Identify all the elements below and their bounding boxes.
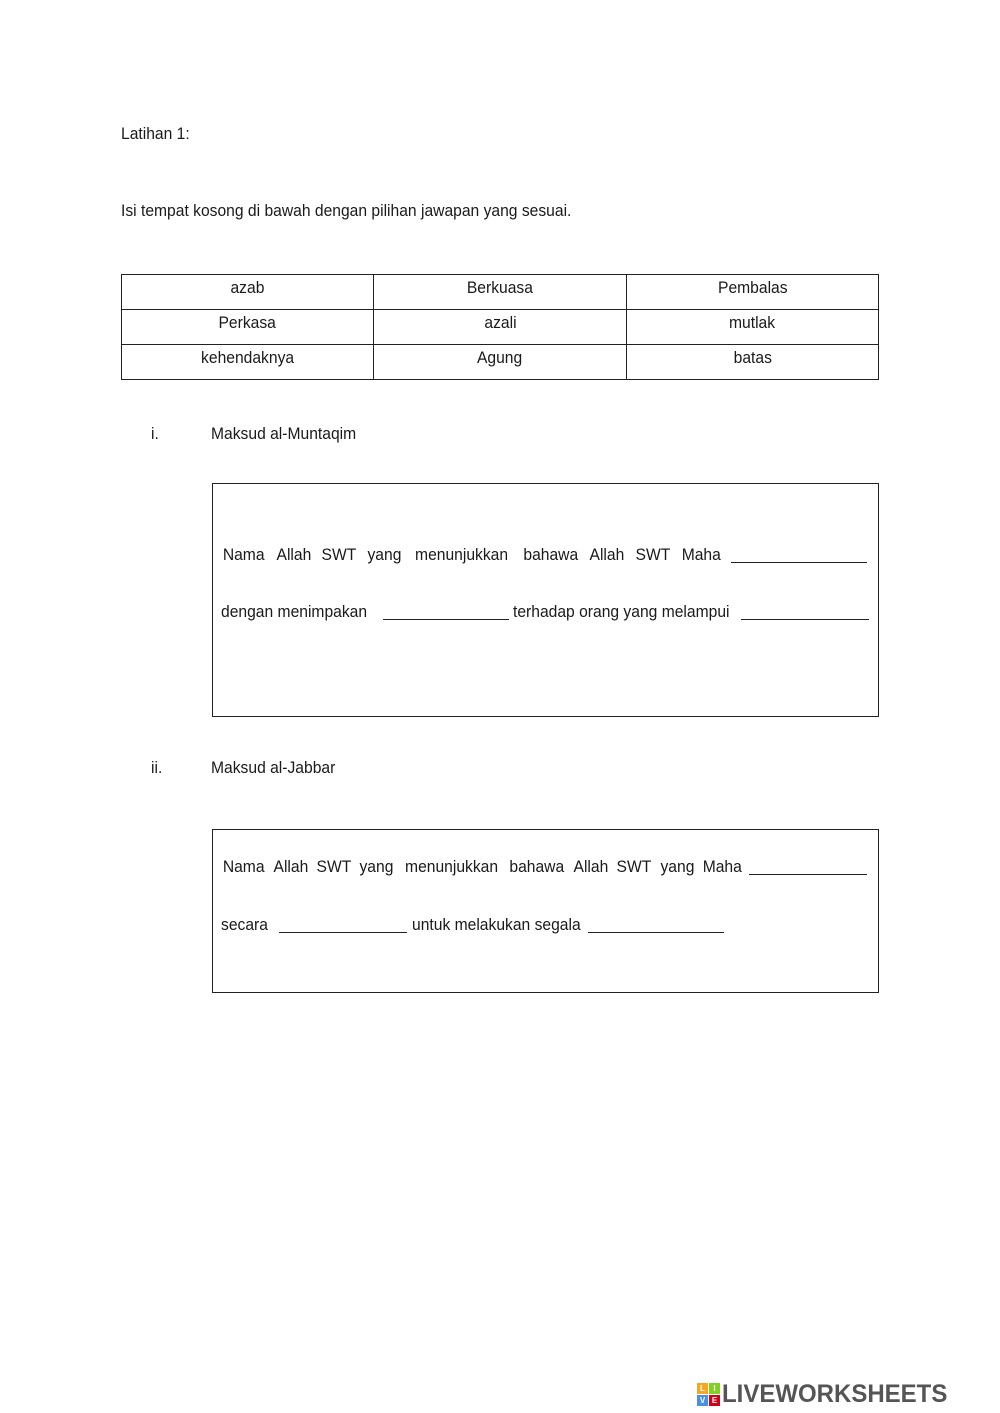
table-cell: mutlak [626,310,878,345]
answer-blank[interactable] [731,561,867,563]
answer-blank[interactable] [749,873,867,875]
question-2-line-2: secara untuk melakukan segala [221,916,724,933]
answer-blank[interactable] [383,618,509,620]
logo-icon: L I V E [697,1383,720,1406]
table-row [122,275,879,310]
question-2-answer-box [212,829,879,993]
table-cell: azali [374,310,626,345]
question-1-line-1: Nama Allah SWT yang menunjukkan bahawa Allah SWT Maha [221,546,867,563]
instruction-text: Isi tempat kosong di bawah dengan pilihan jawapan yang sesuai. [121,201,572,220]
question-2-line-1: Nama Allah SWT yang menunjukkan bahawa Allah SWT yang Maha [221,858,867,875]
logo-text: LIVEWORKSHEETS [722,1379,948,1408]
answer-blank[interactable] [741,618,869,620]
question-1-line-2: dengan menimpakan terhadap orang yang melampui [221,603,869,620]
question-1-number: i. [151,424,159,443]
table-cell: batas [626,345,878,380]
question-2-title: Maksud al-Jabbar [211,758,336,777]
exercise-title: Latihan 1: [121,124,190,143]
question-2-number: ii. [151,758,163,777]
table-row [122,345,879,380]
answer-blank[interactable] [588,931,724,933]
table-cell: Perkasa [122,310,374,345]
table-cell: Pembalas [626,275,878,310]
table-cell: Berkuasa [374,275,626,310]
answer-blank[interactable] [279,931,407,933]
table-cell: Agung [374,345,626,380]
table-cell: azab [122,275,374,310]
question-1-answer-box [212,483,879,717]
answer-choices-table [121,274,879,380]
table-row [122,310,879,345]
table-cell: kehendaknya [122,345,374,380]
question-1-title: Maksud al-Muntaqim [211,424,357,443]
liveworksheets-logo [697,1379,957,1409]
